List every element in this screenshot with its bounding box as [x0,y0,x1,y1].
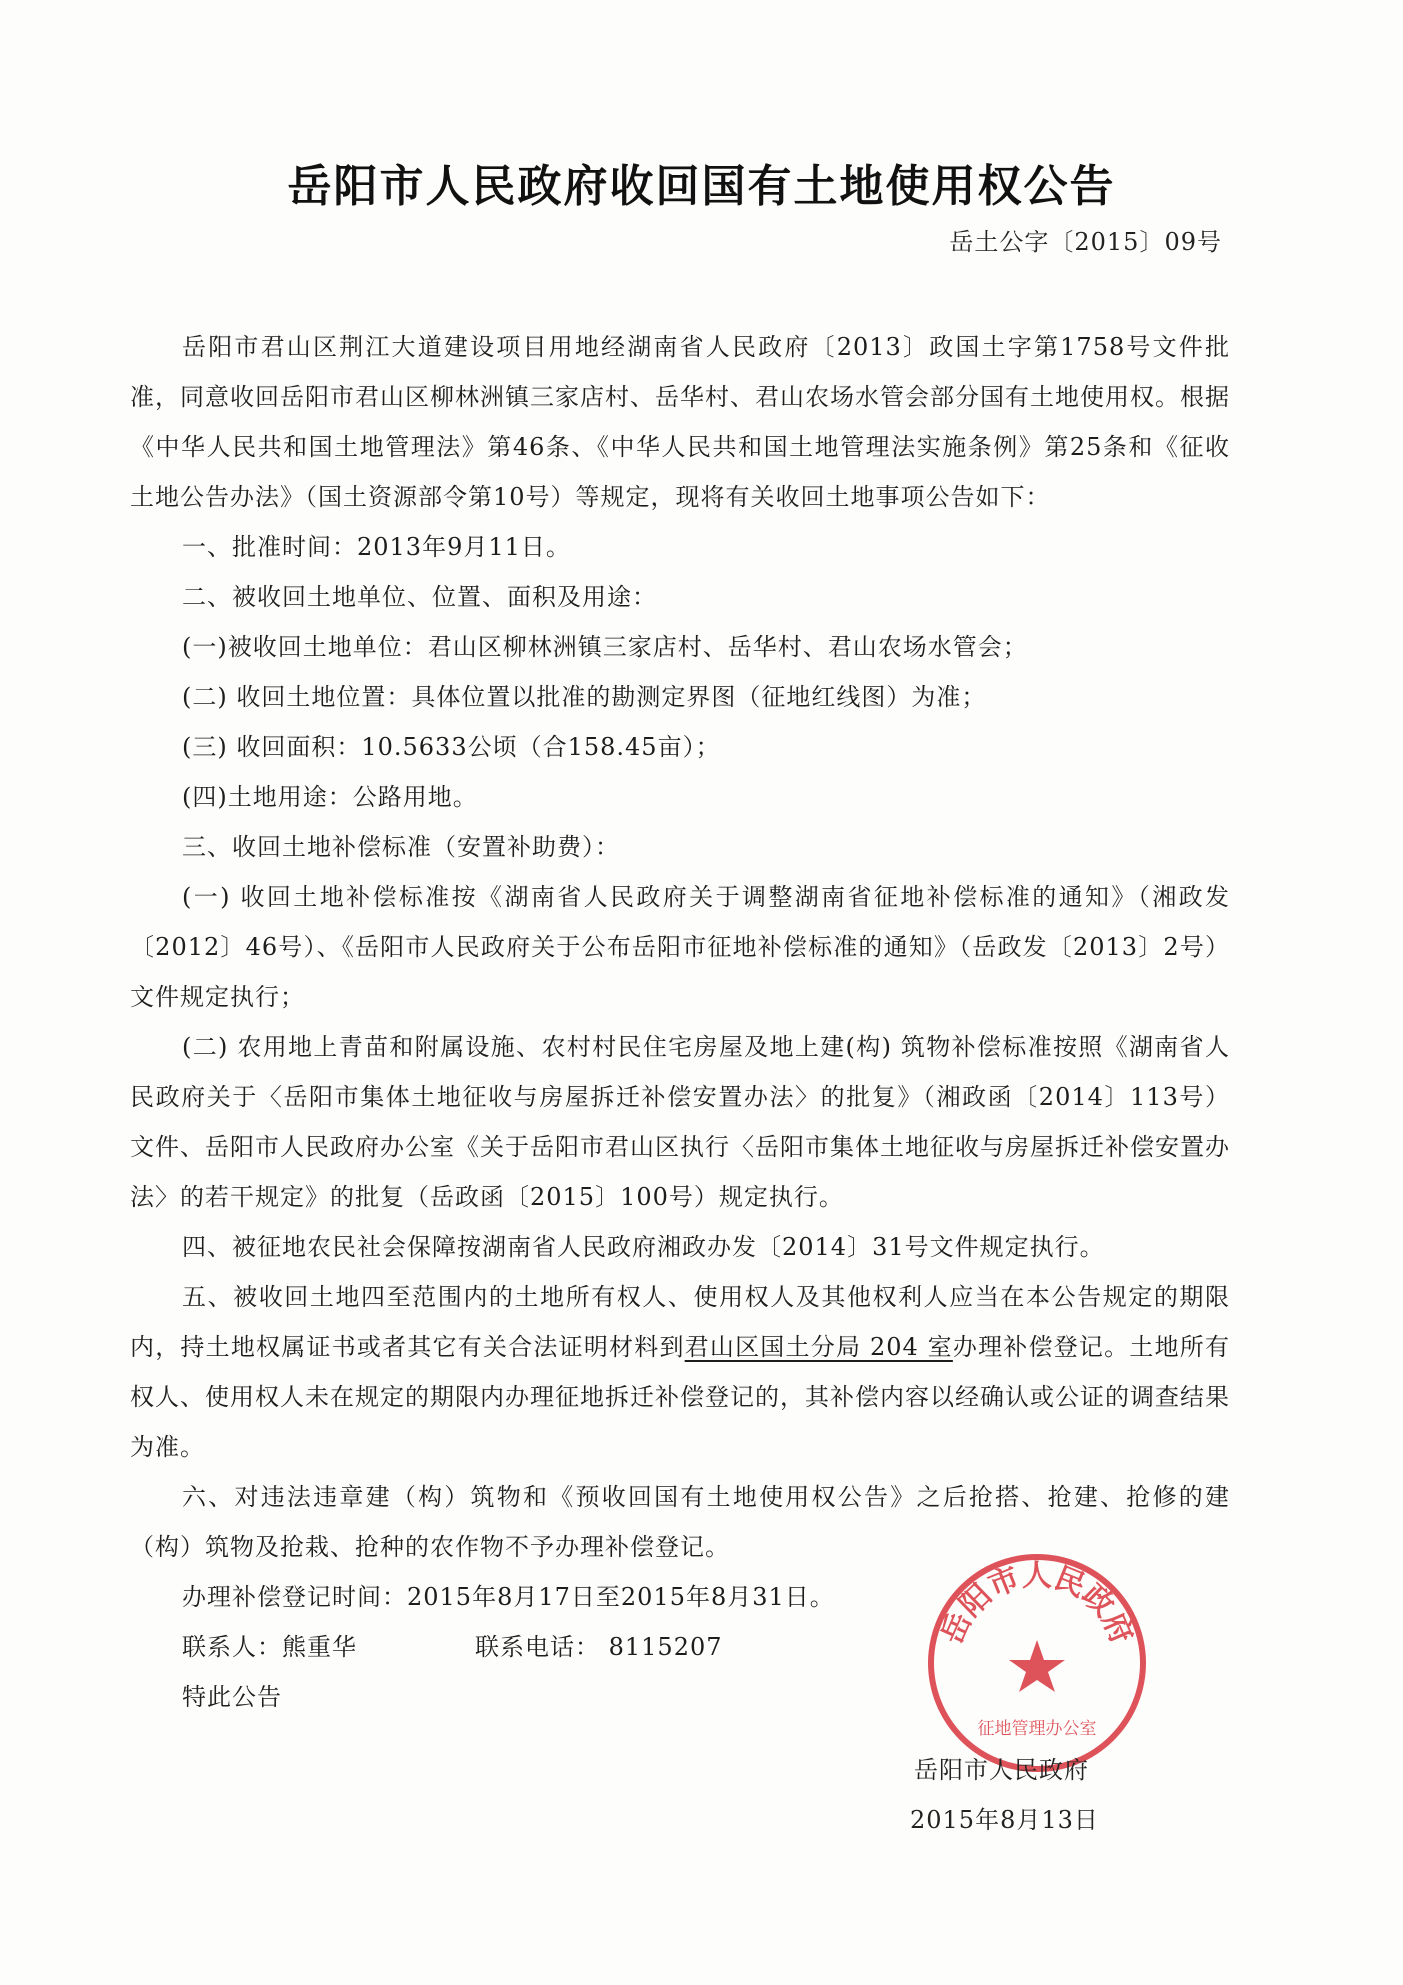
paragraph-compensation-heading: 三、收回土地补偿标准（安置补助费）： [182,833,620,861]
paragraph-registration-before: 五、被收回土地四至范围内的土地所有权人、使用权人及其他权利人应当在本公告规定的期限内，持土地权属证书或者其它有关合法证明材料到 [130,1283,1230,1361]
paragraph-social-security: 四、被征地农民社会保障按湖南省人民政府湘政办发〔2014〕31号文件规定执行。 [182,1233,1105,1261]
seal-outer-text: 岳阳市人民政府 [934,1558,1140,1650]
paragraph-approval-time: 一、批准时间：2013年9月11日。 [182,533,571,561]
contact-person: 联系人：熊重华 [182,1633,357,1661]
paragraph-compensation-standard: (一) 收回土地补偿标准按《湖南省人民政府关于调整湖南省征地补偿标准的通知》（湘政发〔2012〕46号）、《岳阳市人民政府关于公布岳阳市征地补偿标准的通知》（岳政发〔2013〕2号）文件规定执行； [130,883,1230,1011]
paragraph-land-use: (四)土地用途：公路用地。 [182,783,478,811]
paragraph-land-info-heading: 二、被收回土地单位、位置、面积及用途： [182,583,657,611]
closing-statement: 特此公告 [182,1683,282,1711]
paragraph-registration [130,1272,1230,1472]
contact-phone: 联系电话： 8115207 [475,1633,723,1661]
paragraph-intro: 岳阳市君山区荆江大道建设项目用地经湖南省人民政府〔2013〕政国土字第1758号文件批准，同意收回岳阳市君山区柳林洲镇三家店村、岳华村、君山农场水管会部分国有土地使用权。根据《中华人民共和国土地管理法》第46条、《中华人民共和国土地管理法实施条例》第25条和《征收土地公告办法》（国土资源部令第10号）等规定，现将有关收回土地事项公告如下： [130,333,1230,511]
issue-date: 2015年8月13日 [910,1806,1099,1834]
signoff-block [910,1745,1099,1845]
document-title: 岳阳市人民政府收回国有土地使用权公告 [287,161,1116,212]
issuer-name: 岳阳市人民政府 [914,1756,1089,1784]
paragraph-land-location: (二) 收回土地位置：具体位置以批准的勘测定界图（征地红线图）为准； [182,683,987,711]
seal-star-icon [1009,1640,1065,1692]
paragraph-land-area: (三) 收回面积：10.5633公顷（合158.45亩）； [182,733,721,761]
registration-time: 办理补偿登记时间：2015年8月17日至2015年8月31日。 [182,1583,835,1611]
paragraph-illegal-structures: 六、对违法违章建（构）筑物和《预收回国有土地使用权公告》之后抢搭、抢建、抢修的建（构）筑物及抢栽、抢种的农作物不予办理补偿登记。 [130,1483,1230,1561]
paragraph-crops-buildings: (二) 农用地上青苗和附属设施、农村村民住宅房屋及地上建(构) 筑物补偿标准按照《湖南省人民政府关于〈岳阳市集体土地征收与房屋拆迁补偿安置办法〉的批复》（湘政函〔2014〕113号）文件、岳阳市人民政府办公室《关于岳阳市君山区执行〈岳阳市集体土地征收与房屋拆迁补偿安置办法〉的若干规定》的批复（岳政函〔2015〕100号）规定执行。 [130,1033,1230,1211]
official-seal [922,1548,1152,1778]
paragraph-registration-after: 办理补偿登记。土地所有权人、使用权人未在规定的期限内办理征地拆迁补偿登记的，其补偿内容以经确认或公证的调查结果为准。 [130,1333,1230,1461]
registration-office-location: 君山区国土分局 204 室 [684,1333,953,1361]
document-number: 岳土公字〔2015〕09号 [949,228,1222,256]
paragraph-land-unit: (一)被收回土地单位：君山区柳林洲镇三家店村、岳华村、君山农场水管会； [182,633,1028,661]
seal-inner-text: 征地管理办公室 [977,1719,1097,1739]
document-body [130,322,1230,1722]
